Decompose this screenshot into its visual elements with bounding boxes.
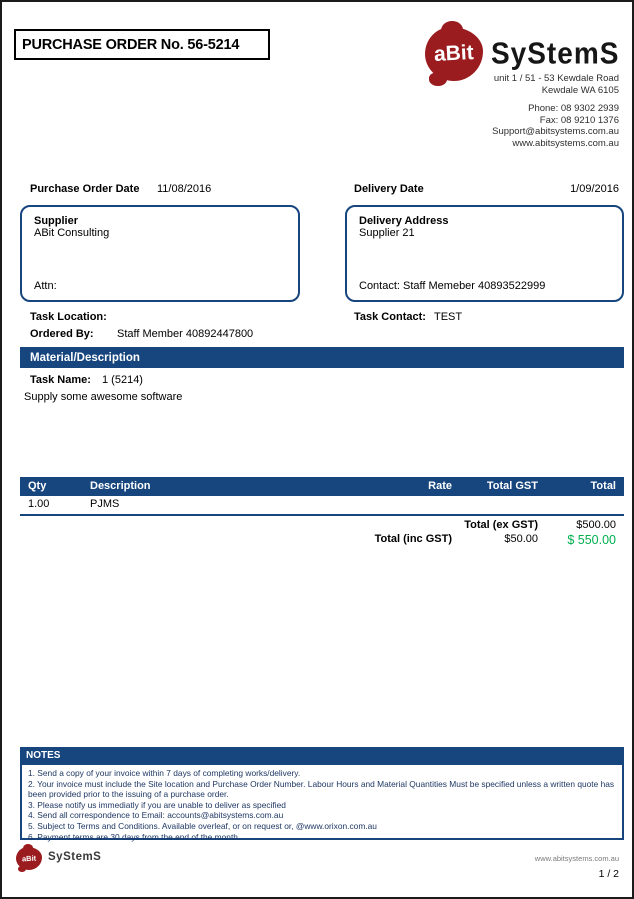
po-date-value: 11/08/2016 [157,183,212,195]
brand-logo-icon [425,27,483,81]
purchase-order-title-box [14,29,270,60]
col-header-total: Total [590,480,616,492]
po-date-label: Purchase Order Date [30,183,140,195]
note-item: 4. Send all correspondence to Email: accounts@abitsystems.com.au [28,810,284,821]
col-header-description: Description [90,480,151,492]
phone-line: Phone: 08 9302 2939 [528,103,619,114]
delivery-address-box [345,205,624,302]
item-total-gst [452,498,540,510]
address-spacer [492,96,619,103]
ordered-by-value: Staff Member 40892447800 [117,328,254,340]
notes-header-label: NOTES [26,749,61,761]
footer-logo-text: aBit [21,853,37,864]
material-description-label: Material/Description [30,351,140,364]
brand-logo-text: aBit [433,40,475,67]
grand-total-value: $ 550.00 [567,533,616,547]
delivery-date-label: Delivery Date [354,183,424,195]
item-total [540,498,624,510]
total-inc-gst-label: Total (inc GST) [374,533,452,545]
address-line-2: Kewdale WA 6105 [541,84,619,96]
col-header-total-gst: Total GST [486,480,538,492]
supplier-name: ABit Consulting [34,227,110,239]
notes-header [20,747,624,763]
items-table-header [20,477,624,496]
note-item: 6. Payment terms are 30 days from the end of the month. [28,831,241,842]
task-description: Supply some awesome software [24,391,183,403]
address-line-1: unit 1 / 51 - 53 Kewdale Road [493,73,619,84]
delivery-contact: Contact: Staff Memeber 40893522999 [359,280,546,292]
support-email: Support@abitsystems.com.au [492,126,619,137]
col-header-qty: Qty [28,480,47,492]
ordered-by-label: Ordered By: [30,328,94,340]
note-item: 1. Send a copy of your invoice within 7 days of completing works/delivery. [28,768,301,778]
notes-box [20,763,624,840]
footer-logo-icon [16,847,42,870]
task-name-label: Task Name: [30,374,91,386]
spacer-cell [20,533,86,547]
delivery-box-title: Delivery Address [359,215,449,227]
page-number: 1 / 2 [598,868,619,880]
task-contact-value: TEST [434,311,463,323]
col-header-rate: Rate [428,480,452,492]
purchase-order-title: PURCHASE ORDER No. 56-5214 [22,36,240,53]
item-rate [372,498,452,510]
total-inc-gst-gst-value: $50.00 [504,533,538,545]
spacer-cell [86,519,372,531]
attn-label: Attn: [34,280,57,292]
spacer-cell [86,533,372,547]
note-item: 3. Please notify us immediatly if you are unable to deliver as specified [28,799,286,810]
footer-brand-name: SyStemS [48,851,102,863]
supplier-box [20,205,300,302]
footer-website: www.abitsystems.com.au [534,854,619,863]
supplier-box-title: Supplier [34,215,79,227]
delivery-name: Supplier 21 [359,227,415,239]
delivery-date-value: 1/09/2016 [570,183,619,195]
total-ex-gst-value: $500.00 [576,519,616,531]
company-address-block [492,73,619,149]
material-description-header [20,347,624,368]
spacer-cell [20,519,86,531]
totals-ex-gst-row [20,519,624,531]
company-website: www.abitsystems.com.au [512,137,619,149]
task-location-label: Task Location: [30,311,107,323]
task-contact-label: Task Contact: [354,311,426,323]
brand-name: SyStemS [491,36,620,71]
note-item: 5. Subject to Terms and Conditions. Available overleaf, or on request or, @www.orixon.com.au [28,820,377,831]
table-separator-line [20,514,624,516]
spacer-cell [372,519,452,531]
note-item: 2. Your invoice must include the Site location and Purchase Order Number. Labour Hours and Material Quantities Must be specified unless a written quote has been provided prior to the issuing of a purchase order. [28,778,615,800]
totals-inc-gst-row [20,533,624,547]
fax-line: Fax: 08 9210 1376 [539,114,619,126]
item-description: PJMS [90,498,120,510]
task-name-value: 1 (5214) [102,374,143,386]
table-row [20,498,624,510]
total-ex-gst-label: Total (ex GST) [464,519,538,531]
item-qty: 1.00 [28,498,50,510]
